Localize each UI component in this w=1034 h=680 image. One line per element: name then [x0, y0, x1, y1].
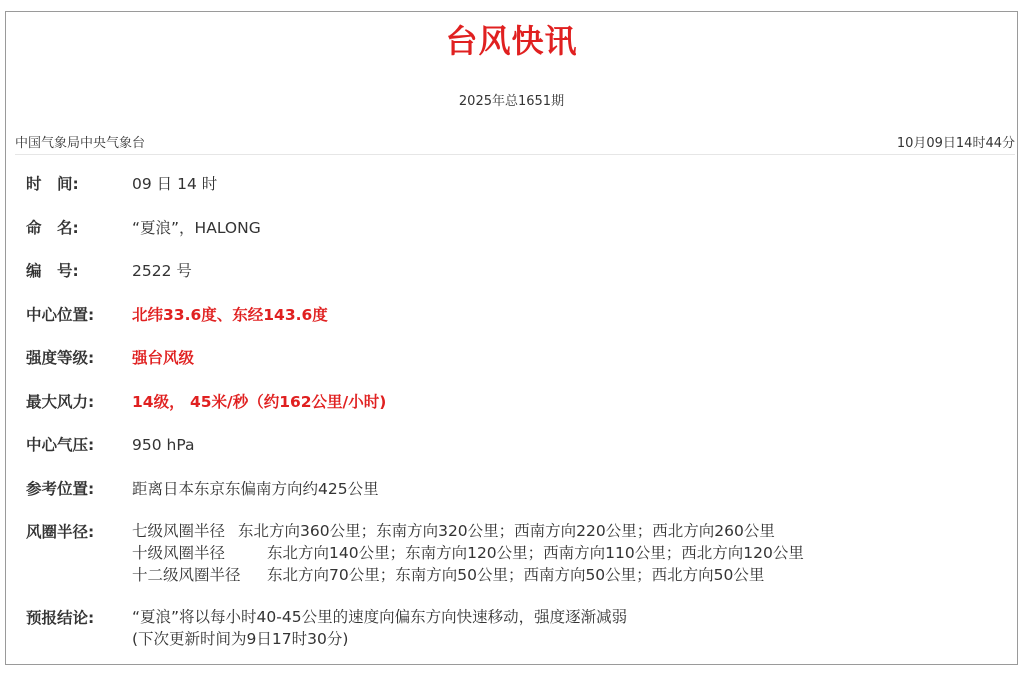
field-value: 14级， 45米/秒（约162公里/小时)	[132, 392, 387, 411]
forecast-text: “夏浪”将以每小时40-45公里的速度向偏东方向快速移动，强度逐渐减弱	[132, 608, 628, 626]
field-label: 命 名:	[26, 218, 79, 237]
field-time	[26, 172, 1006, 216]
field-label: 预报结论:	[26, 609, 95, 627]
field-label: 时 间:	[26, 175, 79, 193]
wind-radius-level: 七级风圈半径	[132, 522, 226, 540]
field-label: 参考位置:	[26, 479, 95, 498]
field-label: 强度等级:	[26, 349, 95, 367]
field-value: 强台风级	[132, 349, 195, 367]
field-forecast-conclusion	[26, 606, 1006, 650]
field-label: 风圈半径:	[26, 523, 95, 541]
field-name	[26, 216, 1006, 260]
field-label: 中心位置:	[26, 305, 95, 324]
typhoon-bulletin-panel	[5, 11, 1018, 665]
wind-radius-line	[132, 564, 804, 586]
publish-time: 10月09日14时44分	[896, 136, 1015, 151]
wind-radius-line	[132, 542, 804, 564]
field-value: 09 日 14 时	[132, 175, 218, 193]
field-reference-position	[26, 477, 1006, 521]
field-number	[26, 259, 1006, 303]
wind-radius-level: 十级风圈半径	[132, 544, 226, 562]
field-value: “夏浪”，HALONG	[132, 218, 261, 237]
field-value: 距离日本东京东偏南方向约425公里	[132, 479, 379, 498]
field-intensity	[26, 346, 1006, 390]
field-value: 北纬33.6度、东经143.6度	[132, 305, 328, 324]
field-label: 最大风力:	[26, 392, 95, 411]
next-update-note: (下次更新时间为9日17时30分)	[132, 630, 349, 648]
field-max-wind	[26, 390, 1006, 434]
field-value	[132, 520, 804, 586]
field-pressure	[26, 433, 1006, 477]
wind-radius-detail: 东北方向140公里；东南方向120公里；西南方向110公里；西北方向120公里	[267, 544, 804, 562]
issue-number: 2025年总1651期	[458, 94, 565, 109]
issuing-agency: 中国气象局中央气象台	[15, 136, 146, 151]
field-value: 2522 号	[132, 262, 192, 280]
wind-radius-line	[132, 520, 804, 542]
bulletin-fields	[26, 172, 1006, 650]
bulletin-meta-bar	[15, 132, 1015, 155]
field-value	[132, 606, 627, 650]
field-center-position	[26, 303, 1006, 347]
field-label: 中心气压:	[26, 436, 95, 454]
wind-radius-level: 十二级风圈半径	[132, 566, 241, 584]
bulletin-title: 台风快讯	[445, 22, 578, 60]
wind-radius-detail: 东北方向360公里；东南方向320公里；西南方向220公里；西北方向260公里	[238, 522, 775, 540]
field-wind-radius	[26, 520, 1006, 606]
field-label: 编 号:	[26, 262, 79, 280]
field-value: 950 hPa	[132, 436, 195, 454]
wind-radius-detail: 东北方向70公里；东南方向50公里；西南方向50公里；西北方向50公里	[267, 566, 765, 584]
